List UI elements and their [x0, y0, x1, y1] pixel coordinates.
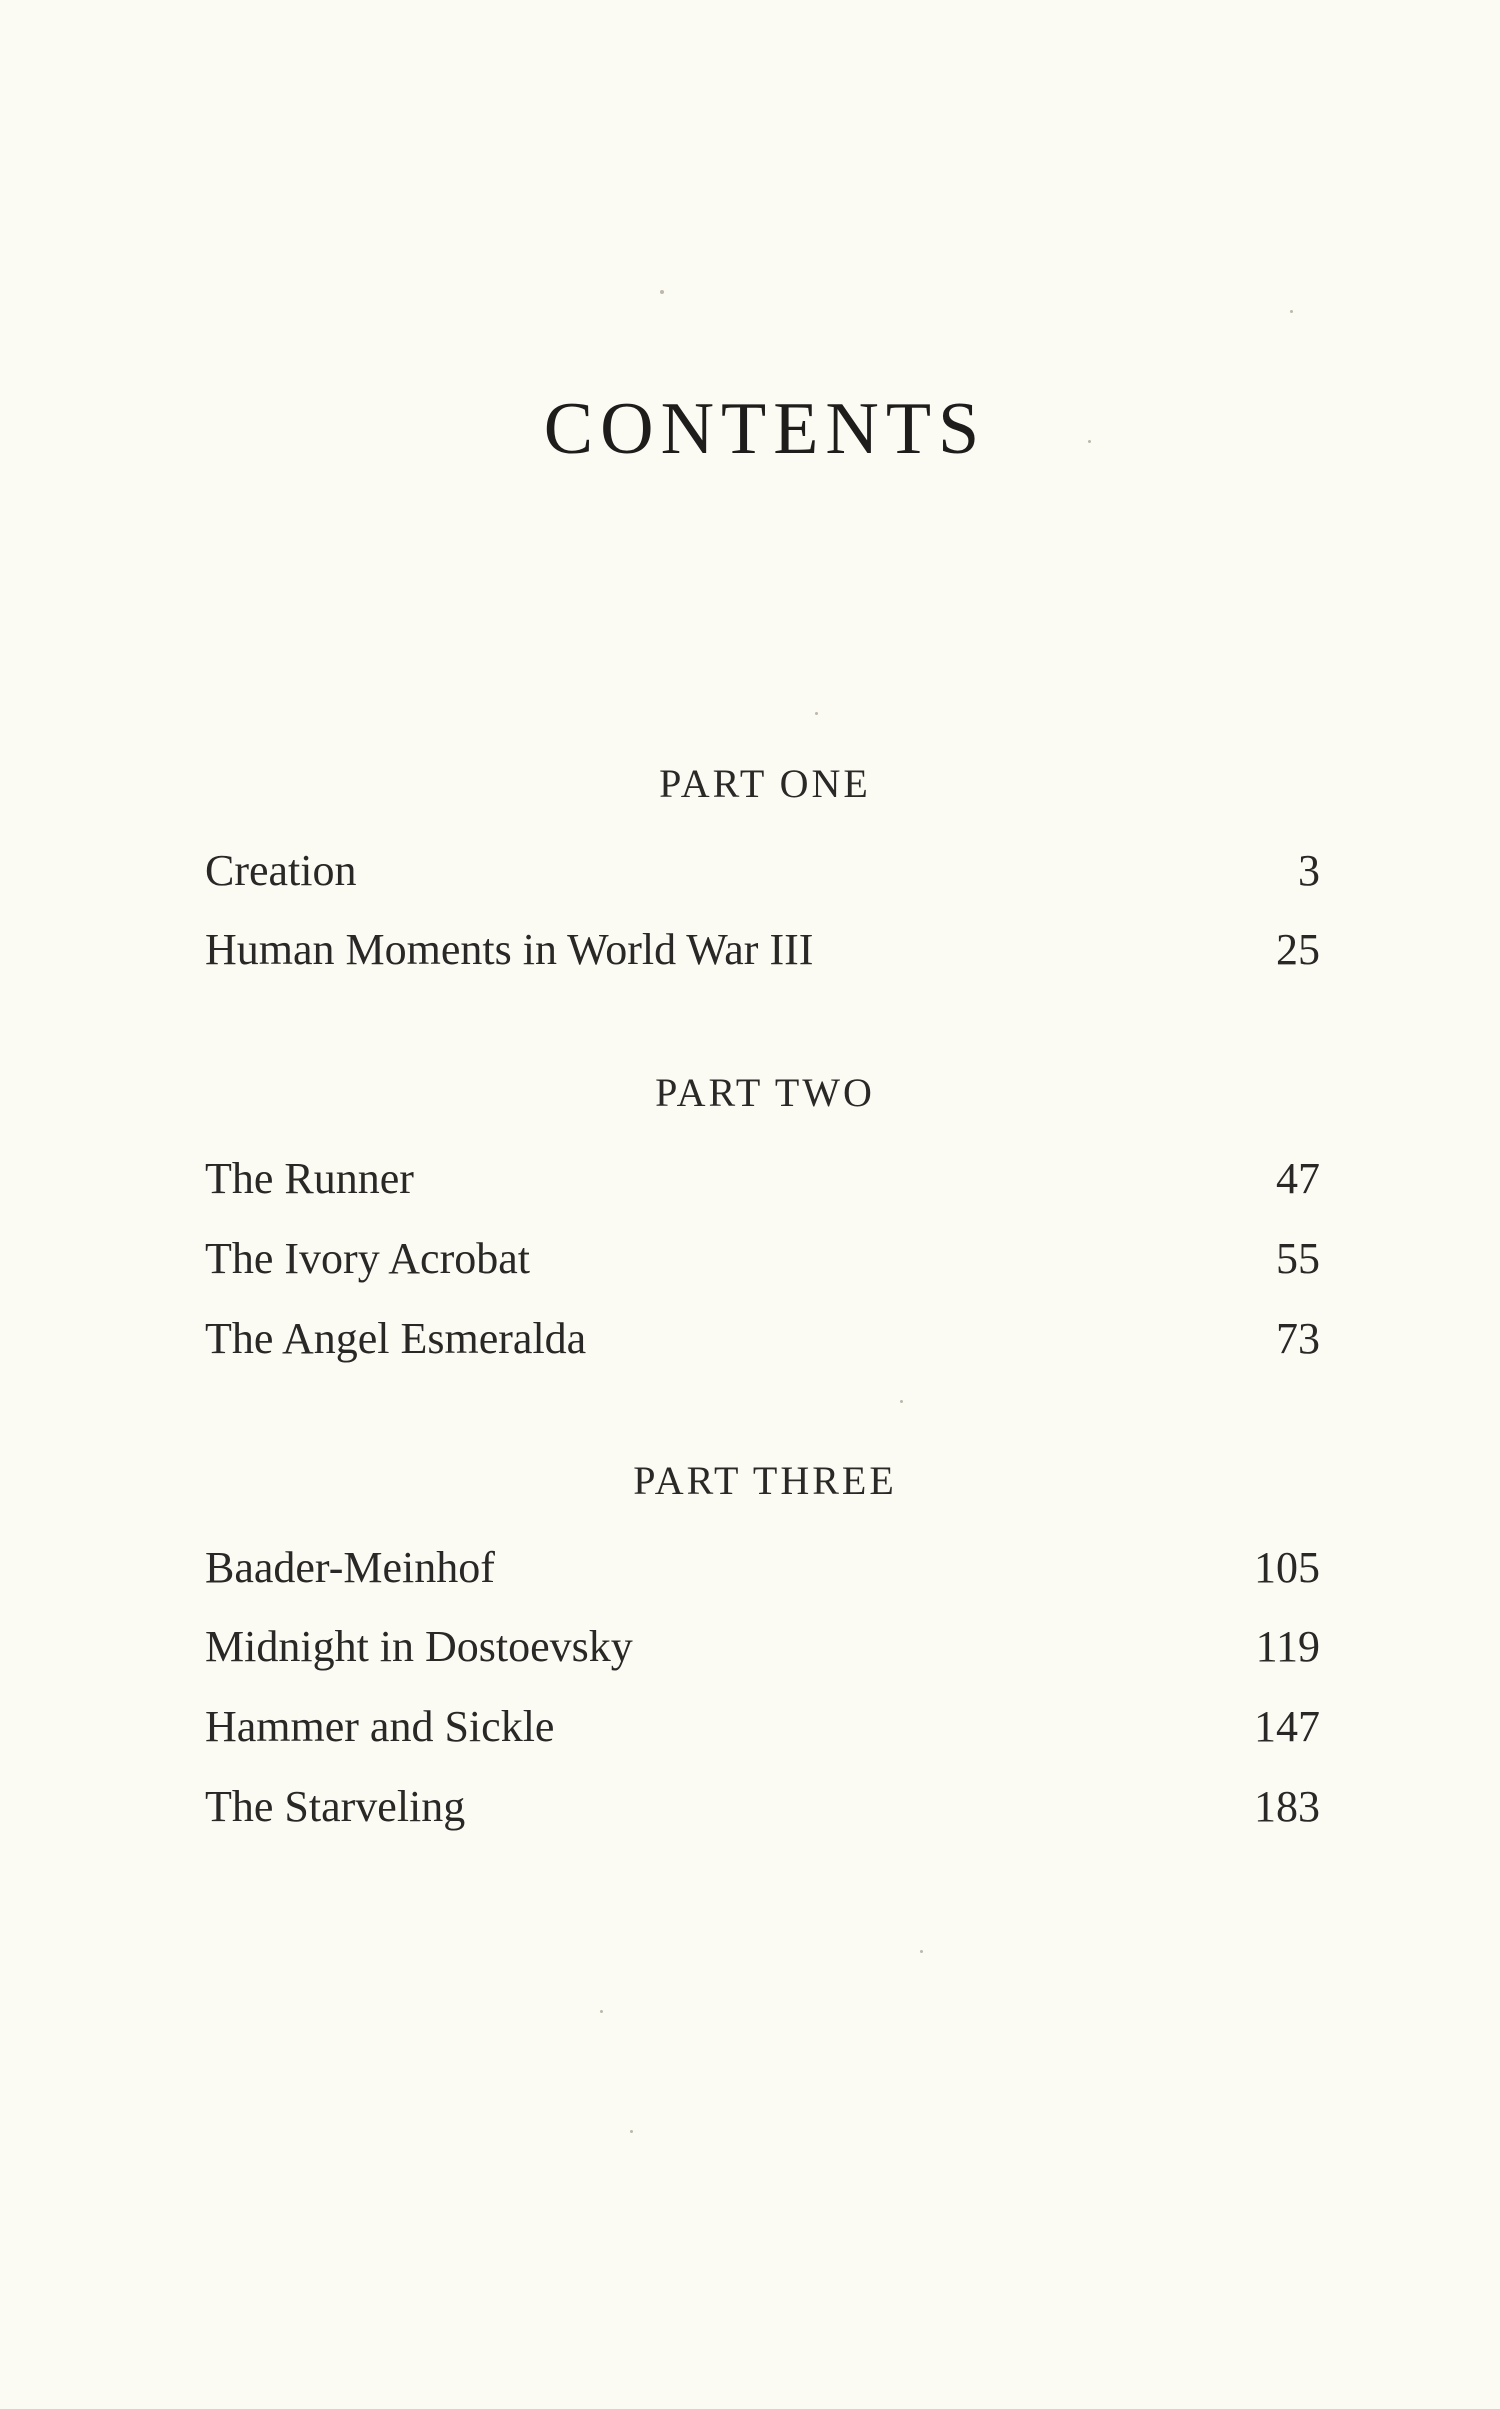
toc-entry-page: 105	[1254, 1543, 1320, 1592]
paper-speck	[630, 2130, 633, 2133]
toc-entry-page: 73	[1276, 1314, 1320, 1363]
toc-entry-title: Hammer and Sickle	[205, 1702, 555, 1751]
toc-entry-title: Baader-Meinhof	[205, 1543, 495, 1592]
toc-entry-title: The Runner	[205, 1154, 414, 1203]
toc-entry	[205, 922, 1320, 978]
paper-speck	[900, 1400, 903, 1403]
paper-speck	[920, 1950, 923, 1953]
toc-entry	[205, 843, 1320, 899]
toc-entry-title: The Starveling	[205, 1782, 466, 1831]
toc-entry	[205, 1699, 1320, 1755]
toc-entry	[205, 1311, 1320, 1367]
toc-entry-page: 55	[1276, 1234, 1320, 1283]
toc-entry-page: 3	[1298, 846, 1320, 895]
toc-entry-title: Human Moments in World War III	[205, 925, 814, 974]
toc-entry-page: 119	[1255, 1622, 1320, 1671]
toc-entry-title: Creation	[205, 846, 357, 895]
paper-speck	[660, 290, 664, 294]
paper-speck	[1088, 440, 1091, 443]
toc-entry-page: 147	[1254, 1702, 1320, 1751]
toc-entry-page: 183	[1254, 1782, 1320, 1831]
toc-entry-title: The Ivory Acrobat	[205, 1234, 530, 1283]
part-one-heading: PART ONE	[659, 761, 871, 806]
paper-speck	[1290, 310, 1293, 313]
toc-entry-page: 47	[1276, 1154, 1320, 1203]
toc-entry-title: Midnight in Dostoevsky	[205, 1622, 633, 1671]
part-two-heading: PART TWO	[655, 1070, 875, 1115]
toc-entry	[205, 1779, 1320, 1835]
part-three-heading: PART THREE	[633, 1458, 897, 1503]
toc-entry	[205, 1151, 1320, 1207]
toc-entry-title: The Angel Esmeralda	[205, 1314, 587, 1363]
toc-entry	[205, 1619, 1320, 1675]
toc-entry	[205, 1540, 1320, 1596]
toc-entry-page: 25	[1276, 925, 1320, 974]
paper-speck	[815, 712, 818, 715]
page-title: CONTENTS	[543, 388, 987, 470]
paper-speck	[600, 2010, 603, 2013]
toc-entry	[205, 1231, 1320, 1287]
